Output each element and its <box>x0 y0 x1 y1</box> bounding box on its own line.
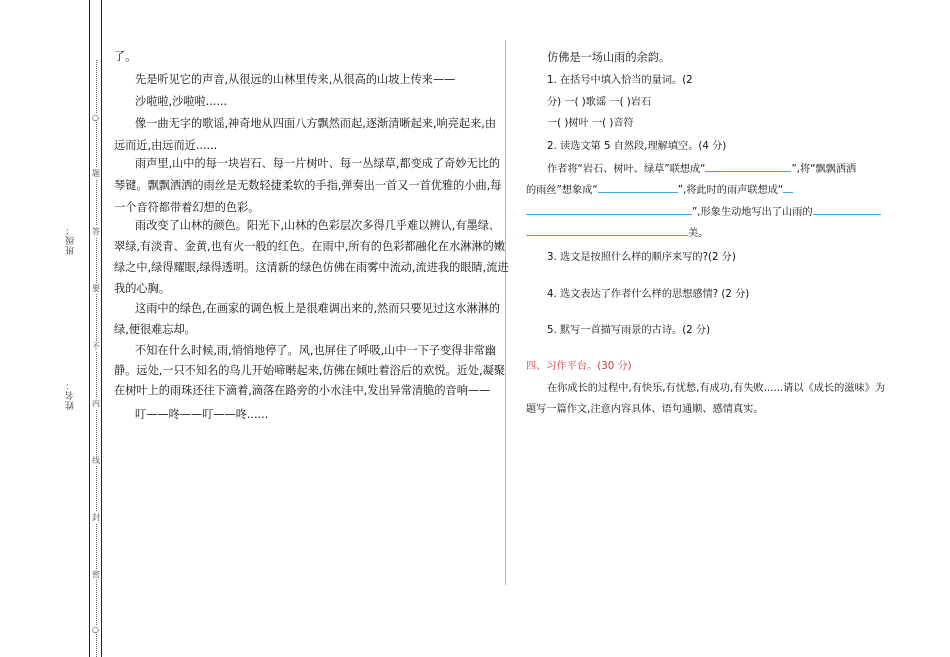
passage-line: 了。 <box>114 50 137 63</box>
passage-line: 雨改变了山林的颜色。阳光下,山林的色彩层次多得几乎难以辨认,有墨绿、 <box>135 219 501 232</box>
answer-blank[interactable] <box>783 180 793 193</box>
seal-mark: ○ <box>92 113 99 122</box>
question-2-line-1 <box>547 159 856 181</box>
passage-line: 绿,便很难忘却。 <box>114 323 196 336</box>
question-2: 2. 读选文第 5 自然段,理解填空。(4 分) <box>547 141 727 152</box>
question-3: 3. 选文是按照什么样的顺序来写的?(2 分) <box>547 252 736 263</box>
question-1-blanks-b: 一( )树叶 一( )音符 <box>547 118 634 129</box>
answer-blank[interactable] <box>526 202 692 215</box>
seal-mark: 内 <box>92 399 100 408</box>
passage-line: 这雨中的绿色,在画家的调色板上是很难调出来的,然而只要见过这水淋淋的 <box>135 302 501 315</box>
question-1: 1. 在括号中填入恰当的量词。(2 <box>547 75 693 86</box>
passage-line: 不知在什么时候,雨,悄悄地停了。风,也屏住了呼吸,山中一下子变得非常幽 <box>135 344 497 357</box>
passage-line: 叮——咚——叮——咚...... <box>135 408 269 421</box>
answer-blank[interactable] <box>526 223 688 236</box>
seal-mark: 不 <box>92 342 100 351</box>
q2-text: ”,形象生动地写出了山雨的 <box>692 207 813 218</box>
seal-mark: ○ <box>92 625 99 634</box>
question-2-line-4 <box>526 223 708 245</box>
seal-mark: 封 <box>92 513 100 522</box>
seal-mark: 密 <box>92 570 100 579</box>
q2-text: ”,将此时的雨声联想成“ <box>677 185 784 196</box>
seal-dotted-line <box>96 60 97 657</box>
passage-line: 我的心胸。 <box>114 282 170 295</box>
passage-line: 一个音符都带着幻想的色彩。 <box>114 201 260 214</box>
question-2-line-3 <box>526 202 881 224</box>
passage-line: 沙啦啦,沙啦啦...... <box>135 95 228 108</box>
question-4: 4. 选文表达了作者什么样的思想感情? (2 分) <box>547 289 750 300</box>
q2-text: 的雨丝”想象成“ <box>526 185 598 196</box>
column-divider <box>505 40 506 585</box>
q2-text: 美。 <box>688 228 709 239</box>
essay-prompt-line-1: 在你成长的过程中,有快乐,有忧愁,有成功,有失败......请以《成长的滋味》为 <box>547 383 886 394</box>
passage-line: 在树叶上的雨珠还往下滴着,滴落在路旁的小水洼中,发出异常清脆的音响—— <box>114 384 491 397</box>
q2-text: ”,将“飘飘洒洒 <box>791 164 857 175</box>
question-5: 5. 默写一首描写雨景的古诗。(2 分) <box>547 325 711 336</box>
question-2-line-2 <box>526 180 793 202</box>
answer-blank[interactable] <box>813 202 881 215</box>
seal-mark: 题 <box>92 169 100 178</box>
passage-line: 静。远处,一只不知名的鸟儿开始啼啭起来,仿佛在倾吐着浴后的欢悦。近处,凝聚 <box>114 364 506 377</box>
passage-line: 绿之中,绿得耀眼,绿得透明。这清新的绿色仿佛在雨雾中流动,流进我的眼睛,流进 <box>114 261 509 274</box>
q2-text: 作者将“岩石、树叶、绿草”联想成“ <box>547 164 706 175</box>
passage-line: 先是听见它的声音,从很远的山林里传来,从很高的山坡上传来—— <box>135 73 456 86</box>
name-label: 姓名： <box>66 380 76 410</box>
class-label: 班级： <box>66 225 76 255</box>
question-1-blanks-a: 分) 一( )歌谣 一( )岩石 <box>547 97 652 108</box>
passage-end-line: 仿佛是一场山雨的余韵。 <box>547 51 671 64</box>
seal-mark: 答 <box>92 227 100 236</box>
passage-line: 远而近,由远而近...... <box>114 139 218 152</box>
binding-line-outer <box>89 0 90 657</box>
passage-line: 雨声里,山中的每一块岩石、每一片树叶、每一丛绿草,都变成了奇妙无比的 <box>135 157 501 170</box>
answer-blank[interactable] <box>705 159 791 172</box>
binding-line-inner <box>101 0 102 657</box>
seal-mark: 要 <box>92 284 100 293</box>
passage-line: 翠绿,有淡青、金黄,也有火一般的红色。在雨中,所有的色彩都融化在水淋淋的嫩 <box>114 240 506 253</box>
passage-line: 像一曲无字的歌谣,神奇地从四面八方飘然而起,逐渐清晰起来,响亮起来,由 <box>135 117 497 130</box>
seal-mark: 线 <box>92 456 100 465</box>
section-4-heading: 四、习作平台。(30 分) <box>526 361 632 372</box>
answer-blank[interactable] <box>598 180 678 193</box>
essay-prompt-line-2: 题写一篇作文,注意内容具体、语句通顺、感情真实。 <box>526 404 764 415</box>
passage-line: 琴键。飘飘洒洒的雨丝是无数轻捷柔软的手指,弹奏出一首又一首优雅的小曲,每 <box>114 179 502 192</box>
